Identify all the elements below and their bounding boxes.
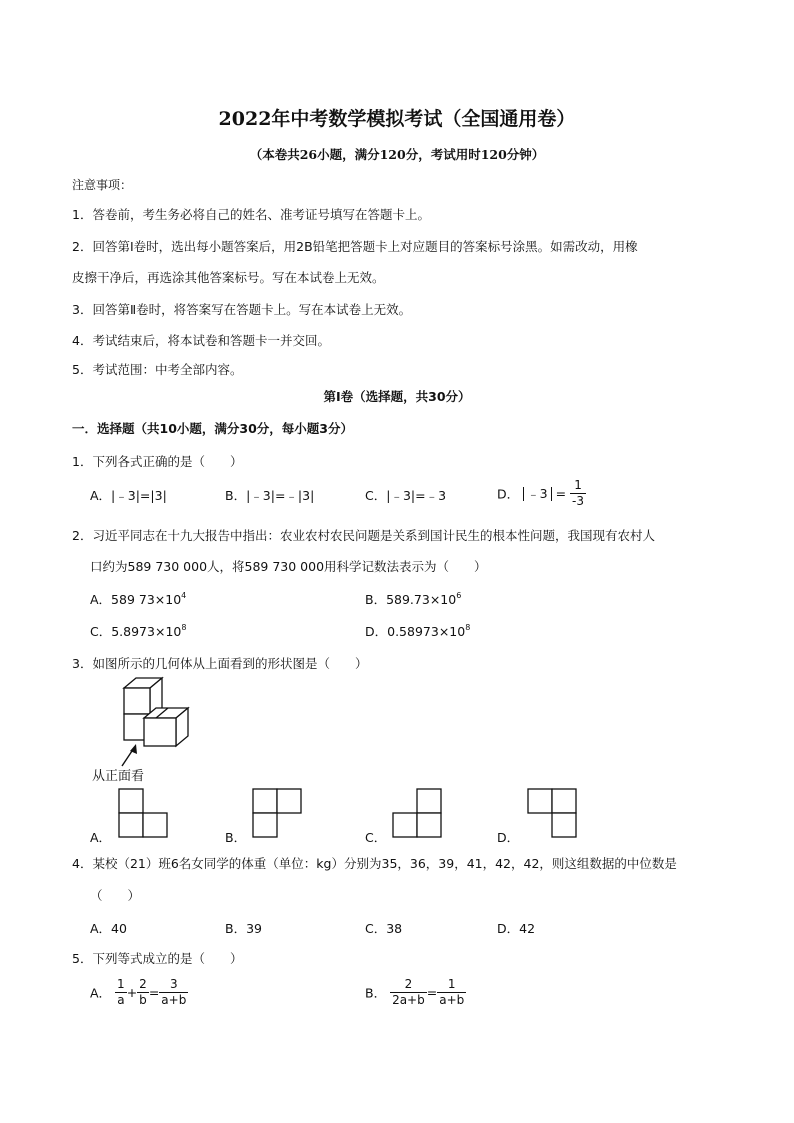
q3-option-c[interactable]: C． [365, 830, 387, 845]
q5-a-f1-den: a [117, 993, 125, 1007]
q5-a-plus: + [126, 985, 138, 1000]
q1-d-num: 1 [570, 478, 586, 494]
cube-front-face [144, 718, 176, 746]
note-item: 1．答卷前，考生务必将自己的姓名、准考证号填写在答题卡上。 [72, 207, 430, 222]
note-item: 皮擦干净后，再选涂其他答案标号。写在本试卷上无效。 [72, 270, 385, 285]
q4-option-b[interactable]: B．39 [225, 921, 262, 936]
q5-b-eq: = [426, 985, 438, 1000]
q5-a-eq: = [148, 985, 160, 1000]
q1-option-a[interactable]: A．|﹣3|=|3| [90, 488, 167, 503]
q1-d-abs: ﹣3 [523, 487, 551, 501]
q2-c-text: C．5.8973×10 [90, 624, 182, 639]
q5-a-fraction-3 [159, 977, 188, 1008]
q3-option-b-shape [252, 788, 302, 838]
q3-option-b[interactable]: B． [225, 830, 247, 845]
q5-option-a[interactable] [90, 977, 188, 1008]
q2-option-b[interactable] [365, 590, 461, 608]
q1-d-label: D． [497, 486, 520, 502]
notes-heading: 注意事项： [72, 178, 133, 192]
question-1-stem: 1．下列各式正确的是（ ） [72, 454, 243, 469]
note-item: 2．回答第Ⅰ卷时，选出每小题答案后，用2B铅笔把答题卡上对应题目的答案标号涂黑。如需改动，用橡 [72, 239, 638, 254]
q2-d-exp: 8 [465, 623, 471, 632]
q5-b-f1-den: 2a+b [392, 993, 425, 1007]
q4-option-c[interactable]: C．38 [365, 921, 403, 936]
page-title: 2022年中考数学模拟考试（全国通用卷） [218, 108, 576, 130]
q3-option-a-shape [118, 788, 168, 838]
q3-option-d[interactable]: D． [497, 830, 520, 845]
q2-option-d[interactable] [365, 622, 470, 640]
q2-c-exp: 8 [181, 623, 187, 632]
q5-b-f2-den: a+b [439, 993, 465, 1007]
q5-b-label: B． [365, 985, 387, 1001]
note-item: 5．考试范围：中考全部内容。 [72, 362, 243, 377]
question-3-stem: 3．如图所示的几何体从上面看到的形状图是（ ） [72, 656, 368, 671]
q5-option-b[interactable] [365, 977, 466, 1008]
q2-b-exp: 6 [456, 591, 462, 600]
question-5-stem: 5．下列等式成立的是（ ） [72, 951, 243, 966]
q5-b-f2-num: 1 [437, 977, 466, 993]
q3-option-c-shape [392, 788, 442, 838]
q5-a-fraction-1 [115, 977, 127, 1008]
q5-b-fraction-1 [390, 977, 427, 1008]
q1-d-fraction [570, 478, 586, 509]
q5-a-f3-num: 3 [159, 977, 188, 993]
page-subtitle: （本卷共26小题，满分120分，考试用时120分钟） [249, 147, 545, 162]
q5-b-f1-num: 2 [390, 977, 427, 993]
q2-b-text: B．589.73×10 [365, 592, 457, 607]
q4-option-d[interactable]: D．42 [497, 921, 536, 936]
q5-a-f2-num: 2 [139, 977, 147, 991]
q2-a-text: A．589 73×10 [90, 592, 182, 607]
note-item: 4．考试结束后，将本试卷和答题卡一并交回。 [72, 333, 330, 348]
q3-view-label: 从正面看 [92, 769, 145, 784]
cube-front-face [124, 688, 150, 714]
q5-a-f2-den: b [139, 993, 147, 1007]
q5-a-label: A． [90, 985, 112, 1001]
section-heading: 一．选择题（共10小题，满分30分，每小题3分） [72, 421, 353, 436]
question-4-stem-line2: （ ） [90, 888, 141, 903]
q2-option-c[interactable] [90, 622, 186, 640]
q3-option-a[interactable]: A． [90, 830, 112, 845]
q3-solid-figure [100, 676, 210, 776]
q2-d-text: D．0.58973×10 [365, 624, 466, 639]
q2-a-exp: 4 [181, 591, 187, 600]
note-item: 3．回答第Ⅱ卷时，将答案写在答题卡上。写在本试卷上无效。 [72, 302, 412, 317]
q1-d-eq: = [555, 486, 567, 501]
question-2-stem-line1: 2．习近平同志在十九大报告中指出：农业农村农民问题是关系到国计民生的根本性问题，我国现有农村人 [72, 528, 655, 543]
q5-a-f3-den: a+b [161, 993, 187, 1007]
q5-a-f1-num: 1 [117, 977, 125, 991]
q3-option-d-shape [527, 788, 577, 838]
section-title: 第Ⅰ卷（选择题，共30分） [323, 389, 471, 404]
q5-a-fraction-2 [137, 977, 149, 1008]
question-4-stem-line1: 4．某校（21）班6名女同学的体重（单位：kg）分别为35，36，39，41，42，42，则这组数据的中位数是 [72, 856, 677, 871]
q1-option-d[interactable] [497, 478, 586, 509]
q1-option-c[interactable]: C．|﹣3|=﹣3 [365, 488, 447, 503]
q4-option-a[interactable]: A．40 [90, 921, 127, 936]
q2-option-a[interactable] [90, 590, 186, 608]
q5-b-fraction-2 [437, 977, 466, 1008]
q1-option-b[interactable]: B．|﹣3|=﹣|3| [225, 488, 315, 503]
question-2-stem-line2: 口约为589 730 000人，将589 730 000用科学记数法表示为（ ） [90, 559, 487, 574]
q1-d-den: -3 [572, 494, 584, 508]
